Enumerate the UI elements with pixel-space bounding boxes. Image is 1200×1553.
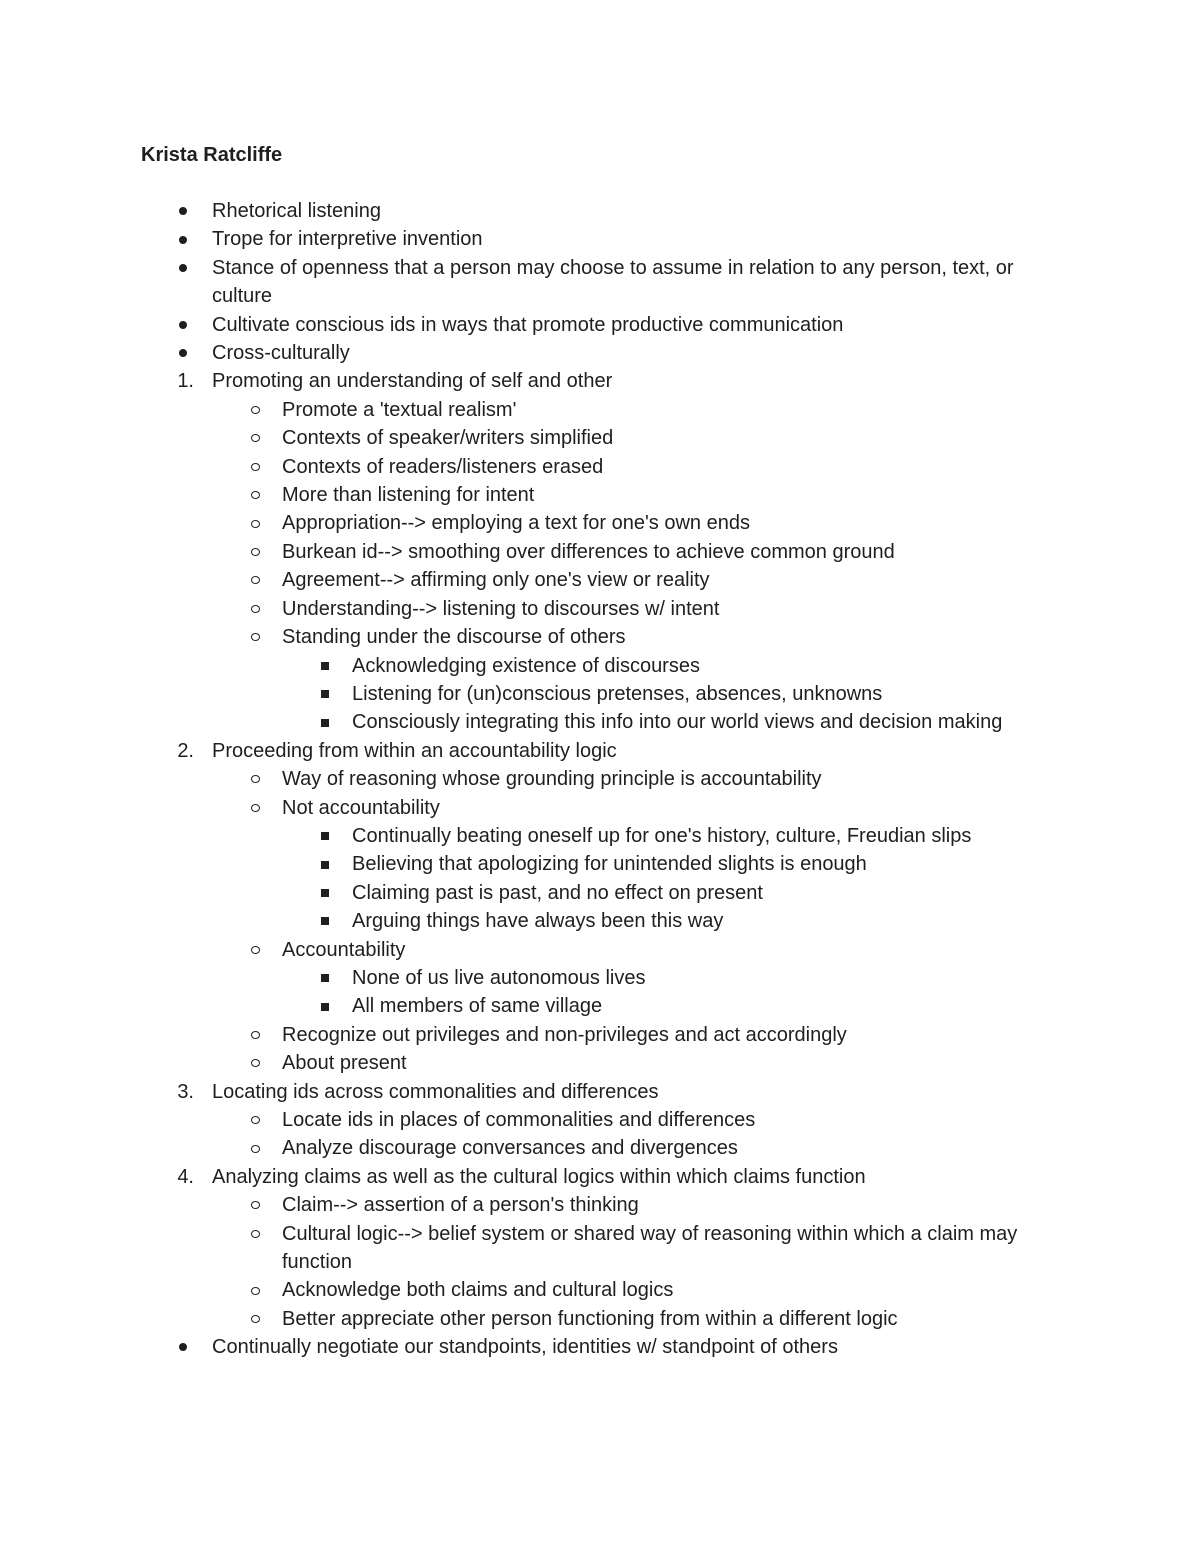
bullet-marker xyxy=(240,1134,270,1162)
bullet-marker xyxy=(310,879,340,907)
bullet-marker xyxy=(310,992,340,1020)
bullet-marker xyxy=(240,1021,270,1049)
hollow-bullet-icon xyxy=(251,1059,260,1067)
bullet-marker xyxy=(168,225,198,253)
bullet-marker xyxy=(240,1276,270,1304)
bullet-marker xyxy=(310,708,340,736)
bullet-marker xyxy=(240,936,270,964)
filled-bullet-icon xyxy=(179,264,187,272)
outline-item-level-1 xyxy=(0,1163,1060,1191)
outline-item-level-2 xyxy=(0,1106,1042,1134)
outline-item-text: Accountability xyxy=(282,938,406,961)
outline-item-text: None of us live autonomous lives xyxy=(352,966,646,989)
outline-item-level-2 xyxy=(0,1191,1042,1219)
outline-item-text: Proceeding from within an accountability logic xyxy=(212,739,617,762)
filled-bullet-icon xyxy=(179,207,187,215)
square-bullet-icon xyxy=(321,917,329,925)
square-bullet-icon xyxy=(321,832,329,840)
bullet-marker xyxy=(240,1191,270,1219)
hollow-bullet-icon xyxy=(251,804,260,812)
bullet-marker xyxy=(168,311,198,339)
outline-item-text: Locate ids in places of commonalities and differences xyxy=(282,1109,756,1131)
outline-item-level-1 xyxy=(0,737,1060,765)
outline-item-text: Burkean id--> smoothing over differences to achieve common ground xyxy=(282,540,895,563)
hollow-bullet-icon xyxy=(251,491,260,499)
hollow-bullet-icon xyxy=(251,633,260,641)
outline-item-level-2 xyxy=(0,623,1042,651)
outline-item-level-2 xyxy=(0,538,1042,566)
outline-item-text: Analyze discourage conversances and divergences xyxy=(282,1137,738,1160)
bullet-marker xyxy=(240,1220,270,1248)
bullet-marker xyxy=(310,850,340,878)
hollow-bullet-icon xyxy=(251,406,260,414)
hollow-bullet-icon xyxy=(251,1031,260,1039)
bullet-marker xyxy=(310,822,340,850)
bullet-marker xyxy=(240,794,270,822)
outline-item-text: Cultural logic--> belief system or shared way of reasoning within which a claim may function xyxy=(282,1222,1018,1274)
outline-item-level-1 xyxy=(0,367,1060,395)
bullet-marker xyxy=(240,595,270,623)
bullet-marker xyxy=(240,1106,270,1134)
filled-bullet-icon xyxy=(179,1343,187,1351)
outline-item-text: Contexts of speaker/writers simplified xyxy=(282,427,614,450)
outline-item-level-2 xyxy=(0,509,1042,537)
outline-item-level-1 xyxy=(0,1078,1060,1106)
filled-bullet-icon xyxy=(179,236,187,244)
outline-item-level-2 xyxy=(0,765,1042,793)
outline-item-level-2 xyxy=(0,1021,1042,1049)
outline-item-level-1 xyxy=(0,311,1060,339)
outline-item-level-3 xyxy=(0,907,1112,935)
hollow-bullet-icon xyxy=(251,605,260,613)
outline-item-level-1 xyxy=(0,339,1060,367)
outline-item-level-1 xyxy=(0,1333,1060,1361)
hollow-bullet-icon xyxy=(251,576,260,584)
filled-bullet-icon xyxy=(179,349,187,357)
hollow-bullet-icon xyxy=(251,1230,260,1238)
hollow-bullet-icon xyxy=(251,1201,260,1209)
outline-item-level-1 xyxy=(0,225,1060,253)
outline-item-text: Cultivate conscious ids in ways that promote productive communication xyxy=(212,313,844,336)
outline-item-level-2 xyxy=(0,1134,1042,1162)
bullet-marker xyxy=(240,623,270,651)
outline-item-level-2 xyxy=(0,453,1042,481)
outline-item-text: Analyzing claims as well as the cultural logics within which claims function xyxy=(212,1165,866,1188)
outline-item-text: More than listening for intent xyxy=(282,484,535,507)
outline-item-text: Stance of openness that a person may choose to assume in relation to any person, text, or culture xyxy=(212,256,1014,308)
filled-bullet-icon xyxy=(179,321,187,329)
square-bullet-icon xyxy=(321,719,329,727)
outline-item-text: Recognize out privileges and non-privileges and act accordingly xyxy=(282,1023,847,1046)
outline-item-text: Consciously integrating this info into our world views and decision making xyxy=(352,711,1003,734)
hollow-bullet-icon xyxy=(251,1116,260,1124)
bullet-marker xyxy=(240,538,270,566)
outline-item-text: Continually negotiate our standpoints, identities w/ standpoint of others xyxy=(212,1336,838,1359)
outline-item-text: Acknowledging existence of discourses xyxy=(352,654,700,677)
outline-item-level-3 xyxy=(0,992,1112,1020)
bullet-marker xyxy=(310,907,340,935)
list-number: 1. xyxy=(177,370,194,393)
outline-item-text: Continually beating oneself up for one's history, culture, Freudian slips xyxy=(352,824,972,847)
outline-item-text: Locating ids across commonalities and differences xyxy=(212,1080,659,1103)
hollow-bullet-icon xyxy=(251,775,260,783)
outline-item-text: Standing under the discourse of others xyxy=(282,626,626,649)
hollow-bullet-icon xyxy=(251,1145,260,1153)
outline-item-level-3 xyxy=(0,879,1112,907)
bullet-marker xyxy=(240,566,270,594)
square-bullet-icon xyxy=(321,690,329,698)
hollow-bullet-icon xyxy=(251,1287,260,1295)
bullet-marker xyxy=(310,964,340,992)
outline-item-text: Better appreciate other person functioning from within a different logic xyxy=(282,1307,898,1330)
outline-item-text: Claiming past is past, and no effect on present xyxy=(352,881,763,904)
bullet-marker xyxy=(240,396,270,424)
outline-item-text: Claim--> assertion of a person's thinking xyxy=(282,1194,639,1217)
bullet-marker xyxy=(168,339,198,367)
hollow-bullet-icon xyxy=(251,548,260,556)
document-title: Krista Ratcliffe xyxy=(141,144,283,166)
hollow-bullet-icon xyxy=(251,434,260,442)
outline-item-level-2 xyxy=(0,936,1042,964)
bullet-marker xyxy=(240,1049,270,1077)
outline-item-text: Rhetorical listening xyxy=(212,200,381,222)
bullet-marker xyxy=(240,424,270,452)
hollow-bullet-icon xyxy=(251,520,260,528)
outline-item-level-2 xyxy=(0,1049,1042,1077)
hollow-bullet-icon xyxy=(251,946,260,954)
outline-item-level-1 xyxy=(0,197,1060,225)
outline-item-text: Promoting an understanding of self and other xyxy=(212,370,613,393)
outline-item-text: All members of same village xyxy=(352,995,603,1018)
outline-item-level-2 xyxy=(0,1220,1042,1277)
outline-item-level-3 xyxy=(0,652,1112,680)
outline-item-level-3 xyxy=(0,850,1112,878)
notes-outline xyxy=(0,197,1200,1362)
outline-item-text: Agreement--> affirming only one's view or reality xyxy=(282,569,710,592)
hollow-bullet-icon xyxy=(251,463,260,471)
bullet-marker xyxy=(168,1333,198,1361)
outline-item-text: Understanding--> listening to discourses w/ intent xyxy=(282,597,720,620)
square-bullet-icon xyxy=(321,889,329,897)
outline-item-text: Contexts of readers/listeners erased xyxy=(282,455,604,478)
bullet-marker xyxy=(310,680,340,708)
bullet-marker xyxy=(168,197,198,225)
outline-item-text: About present xyxy=(282,1052,407,1075)
bullet-marker xyxy=(168,254,198,282)
outline-item-level-2 xyxy=(0,481,1042,509)
outline-item-level-3 xyxy=(0,708,1112,736)
outline-item-text: Listening for (un)conscious pretenses, absences, unknowns xyxy=(352,682,883,705)
outline-item-level-3 xyxy=(0,822,1112,850)
square-bullet-icon xyxy=(321,861,329,869)
bullet-marker xyxy=(240,509,270,537)
outline-item-level-2 xyxy=(0,1276,1042,1304)
outline-item-text: Appropriation--> employing a text for one's own ends xyxy=(282,512,750,535)
outline-item-text: Not accountability xyxy=(282,796,440,819)
bullet-marker xyxy=(240,1305,270,1333)
bullet-marker xyxy=(240,453,270,481)
outline-item-level-2 xyxy=(0,424,1042,452)
outline-item-level-2 xyxy=(0,396,1042,424)
square-bullet-icon xyxy=(321,974,329,982)
outline-item-text: Acknowledge both claims and cultural logics xyxy=(282,1279,674,1302)
outline-item-level-2 xyxy=(0,595,1042,623)
bullet-marker xyxy=(310,652,340,680)
square-bullet-icon xyxy=(321,662,329,670)
outline-item-text: Promote a 'textual realism' xyxy=(282,398,517,421)
outline-item-text: Believing that apologizing for unintended slights is enough xyxy=(352,853,867,876)
outline-item-level-2 xyxy=(0,566,1042,594)
outline-item-level-3 xyxy=(0,964,1112,992)
outline-item-text: Trope for interpretive invention xyxy=(212,228,483,251)
outline-item-level-2 xyxy=(0,794,1042,822)
list-number: 4. xyxy=(177,1165,194,1188)
square-bullet-icon xyxy=(321,1003,329,1011)
bullet-marker xyxy=(240,765,270,793)
hollow-bullet-icon xyxy=(251,1315,260,1323)
outline-item-level-2 xyxy=(0,1305,1042,1333)
outline-item-level-3 xyxy=(0,680,1112,708)
list-number: 3. xyxy=(177,1080,194,1103)
outline-item-text: Way of reasoning whose grounding principle is accountability xyxy=(282,768,822,791)
outline-item-text: Arguing things have always been this way xyxy=(352,910,724,933)
outline-item-level-1 xyxy=(0,254,1060,311)
bullet-marker xyxy=(240,481,270,509)
list-number: 2. xyxy=(177,739,194,762)
outline-item-text: Cross-culturally xyxy=(212,342,350,365)
